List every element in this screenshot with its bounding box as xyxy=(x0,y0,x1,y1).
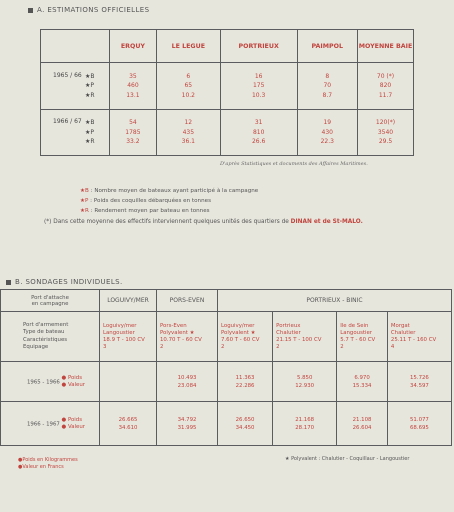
col-header: PORTRIEUX xyxy=(220,30,297,63)
corner-cell xyxy=(41,30,110,63)
table-cell: Loguivy/mer Polyvalent ★ 7.60 T - 60 CV 2 xyxy=(218,312,273,362)
table-cell: 10.493 23.084 xyxy=(157,362,218,402)
col-header: PORTRIEUX - BINIC xyxy=(218,290,452,312)
estimations-table xyxy=(40,29,414,156)
corner-cell: Port d'attache en campagne xyxy=(1,290,100,312)
legend-item: ●Poids en Kilogrammes xyxy=(18,457,78,463)
legend-item: ●Valeur en Francs xyxy=(18,464,64,470)
col-header: LOGUIVY/MER xyxy=(100,290,157,312)
table-cell: 54 1785 33.2 xyxy=(110,109,157,155)
col-header: PORS-EVEN xyxy=(157,290,218,312)
row-year-cell: 1965 / 66 ★B ★P ★R xyxy=(41,63,110,109)
row-year-cell: 1965 - 1966 ● Poids ● Valeur xyxy=(1,362,100,402)
table-cell: 12 435 36.1 xyxy=(156,109,220,155)
table-cell: 21.108 26.604 xyxy=(337,402,388,446)
footnote-a: (*) Dans cette moyenne des effectifs interviennent quelques unités des quartiers de DINAN et de St-MALO. xyxy=(44,219,363,225)
table-cell: 26.650 34.450 xyxy=(218,402,273,446)
table-cell: Portrieux Chalutier 21.15 T - 100 CV 2 xyxy=(273,312,337,362)
legend-item: ★B : Nombre moyen de bateaux ayant participé à la campagne xyxy=(80,188,259,194)
table-cell: 21.168 28.170 xyxy=(273,402,337,446)
section-b-heading: B. SONDAGES INDIVIDUELS. xyxy=(6,278,123,286)
legend-b xyxy=(18,457,78,471)
table-cell: 70 (*) 820 11.7 xyxy=(358,63,414,109)
table-cell: 35 460 13.1 xyxy=(110,63,157,109)
row-year-cell: 1966 / 67 ★B ★P ★R xyxy=(41,109,110,155)
bullet-square-icon xyxy=(6,280,11,285)
col-header: ERQUY xyxy=(110,30,157,63)
col-header: PAIMPOL xyxy=(297,30,357,63)
col-header: MOYENNE BAIE xyxy=(358,30,414,63)
sondages-table xyxy=(0,289,452,446)
table-cell: 6 65 10.2 xyxy=(156,63,220,109)
table-cell: 26.665 34.610 xyxy=(100,402,157,446)
row-header: Port d'armement Type de bateau Caractéristiques Equipage xyxy=(1,312,100,362)
footnote-b: ★ Polyvalent : Chalutier - Coquillaur - Langoustier xyxy=(285,456,410,462)
legend-a xyxy=(80,186,258,216)
table-cell: 16 175 10.3 xyxy=(220,63,297,109)
table-cell: 120(*) 3540 29.5 xyxy=(358,109,414,155)
table-cell: Pors-Even Polyvalent ★ 10.70 T - 60 CV 2 xyxy=(157,312,218,362)
table-cell: 11.363 22.286 xyxy=(218,362,273,402)
bullet-square-icon xyxy=(28,8,33,13)
row-year-cell: 1966 - 1967 ● Poids ● Valeur xyxy=(1,402,100,446)
table-cell: 6.970 15.334 xyxy=(337,362,388,402)
legend-item: ★R : Rendement moyen par bateau en tonnes xyxy=(80,208,210,214)
source-note: D'après Statistiques et documents des Affaires Maritimes. xyxy=(220,161,368,167)
table-cell: Morgat Chalutier 25.11 T - 160 CV 4 xyxy=(387,312,451,362)
table-cell: 19 430 22.3 xyxy=(297,109,357,155)
table-cell: 8 70 8.7 xyxy=(297,63,357,109)
table-cell xyxy=(100,362,157,402)
col-header: LE LEGUE xyxy=(156,30,220,63)
legend-item: ★P : Poids des coquilles débarquées en tonnes xyxy=(80,198,211,204)
table-cell: Ile de Sein Langoustier 5.7 T - 60 CV 2 xyxy=(337,312,388,362)
table-cell: 5.850 12.930 xyxy=(273,362,337,402)
table-cell: 31 810 26.6 xyxy=(220,109,297,155)
table-cell: 51.077 68.695 xyxy=(387,402,451,446)
section-a-heading: A. ESTIMATIONS OFFICIELLES xyxy=(28,6,149,14)
table-cell: Loguivy/mer Langoustier 18.9 T - 100 CV 3 xyxy=(100,312,157,362)
table-cell: 15.726 34.597 xyxy=(387,362,451,402)
table-cell: 34.792 31.995 xyxy=(157,402,218,446)
